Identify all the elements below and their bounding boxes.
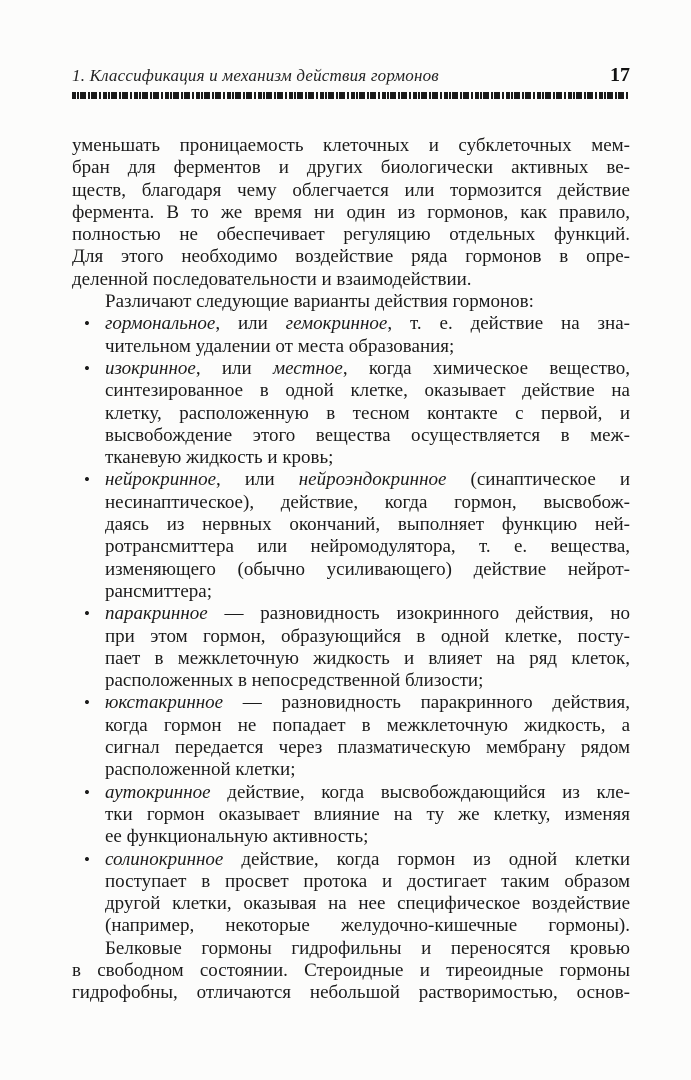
text-line: синтезированное в одной клетке, оказывает действие на xyxy=(105,380,630,402)
running-title: 1. Классификация и механизм действия гормонов xyxy=(72,66,439,85)
paragraph xyxy=(72,938,630,1005)
text-line: расположенной клетки; xyxy=(105,759,296,781)
bullet-marker: • xyxy=(84,849,90,869)
text-line: нейрокринное, или нейроэндокринное (синаптическое и xyxy=(105,469,630,491)
bullet-text xyxy=(105,692,630,781)
text-line: чительном удалении от места образования; xyxy=(105,335,455,357)
decorative-rule xyxy=(72,92,630,99)
text-line: клетку, расположенную в тесном контакте с первой, и xyxy=(105,402,630,424)
bullet-item xyxy=(72,358,630,469)
text-line: тки гормон оказывает влияние на ту же клетку, изменяя xyxy=(105,803,630,825)
text-line: изокринное, или местное, когда химическое вещество, xyxy=(105,357,630,379)
bullet-item xyxy=(72,313,630,358)
bullet-item xyxy=(72,849,630,938)
text-line: бран для ферментов и других биологически активных ве- xyxy=(72,157,630,179)
text-line: гидрофобны, отличаются небольшой растворимостью, основ- xyxy=(72,982,630,1004)
page-number: 17 xyxy=(610,64,630,86)
text-line: Различают следующие варианты действия гормонов: xyxy=(105,291,534,313)
text-line: гормональное, или гемокринное, т. е. действие на зна- xyxy=(105,313,630,335)
text-line: несинаптическое), действие, когда гормон, высвобож- xyxy=(105,491,630,513)
text-line: расположенных в непосредственной близости; xyxy=(105,670,484,692)
bullet-item xyxy=(72,603,630,692)
bullet-marker: • xyxy=(84,782,90,802)
bullet-text xyxy=(105,603,630,692)
text-line: пает в межклеточную жидкость и влияет на ряд клеток, xyxy=(105,647,630,669)
text-line: Для этого необходимо воздействие ряда гормонов в опре- xyxy=(72,246,630,268)
bullet-text xyxy=(105,469,630,603)
paragraph xyxy=(72,291,630,313)
text-line: полностью не обеспечивает регуляцию отдельных функций. xyxy=(72,224,630,246)
bullet-item xyxy=(72,469,630,603)
bullet-text xyxy=(105,358,630,469)
text-line: даясь из нервных окончаний, выполняет функцию ней- xyxy=(105,514,630,536)
bullet-text xyxy=(105,313,630,358)
text-line: рансмиттера; xyxy=(105,580,212,602)
bullet-text xyxy=(105,849,630,938)
bullet-item xyxy=(72,782,630,849)
paragraph xyxy=(72,135,630,291)
text-line: ротрансмиттера или нейромодулятора, т. е. вещества, xyxy=(105,536,630,558)
bullet-marker: • xyxy=(84,604,90,624)
bullet-marker: • xyxy=(84,358,90,378)
bullet-marker: • xyxy=(84,693,90,713)
text-line: аутокринное действие, когда высвобождающийся из кле- xyxy=(105,781,630,803)
text-line: в свободном состоянии. Стероидные и тиреоидные гормоны xyxy=(72,959,630,981)
text-line: другой клетки, оказывая на нее специфическое воздействие xyxy=(105,893,630,915)
text-line: ее функциональную активность; xyxy=(105,826,369,848)
text-line: Белковые гормоны гидрофильны и переносятся кровью xyxy=(105,937,630,959)
text-line: (например, некоторые желудочно-кишечные гормоны). xyxy=(105,915,630,937)
text-line: ществ, благодаря чему облегчается или тормозится действие xyxy=(72,179,630,201)
text-line: изменяющего (обычно усиливающего) действие нейрот- xyxy=(105,558,630,580)
page-body xyxy=(72,135,630,1005)
text-line: при этом гормон, образующийся в одной клетке, посту- xyxy=(105,625,630,647)
bullet-text xyxy=(105,782,630,849)
bullet-marker: • xyxy=(84,314,90,334)
text-line: деленной последовательности и взаимодействии. xyxy=(72,268,472,290)
text-line: высвобождение этого вещества осуществляется в меж- xyxy=(105,424,630,446)
text-line: паракринное — разновидность изокринного действия, но xyxy=(105,603,630,625)
text-line: тканевую жидкость и кровь; xyxy=(105,447,334,469)
text-line: солинокринное действие, когда гормон из одной клетки xyxy=(105,848,630,870)
text-line: когда гормон не попадает в межклеточную жидкость, а xyxy=(105,714,630,736)
text-line: юкстакринное — разновидность паракринного действия, xyxy=(105,692,630,714)
bullet-marker: • xyxy=(84,470,90,490)
text-line: фермента. В то же время ни один из гормонов, как правило, xyxy=(72,201,630,223)
text-line: сигнал передается через плазматическую мембрану рядом xyxy=(105,737,630,759)
bullet-item xyxy=(72,692,630,781)
page-header xyxy=(72,64,630,87)
text-line: поступает в просвет протока и достигает таким образом xyxy=(105,870,630,892)
text-line: уменьшать проницаемость клеточных и субклеточных мем- xyxy=(72,135,630,156)
